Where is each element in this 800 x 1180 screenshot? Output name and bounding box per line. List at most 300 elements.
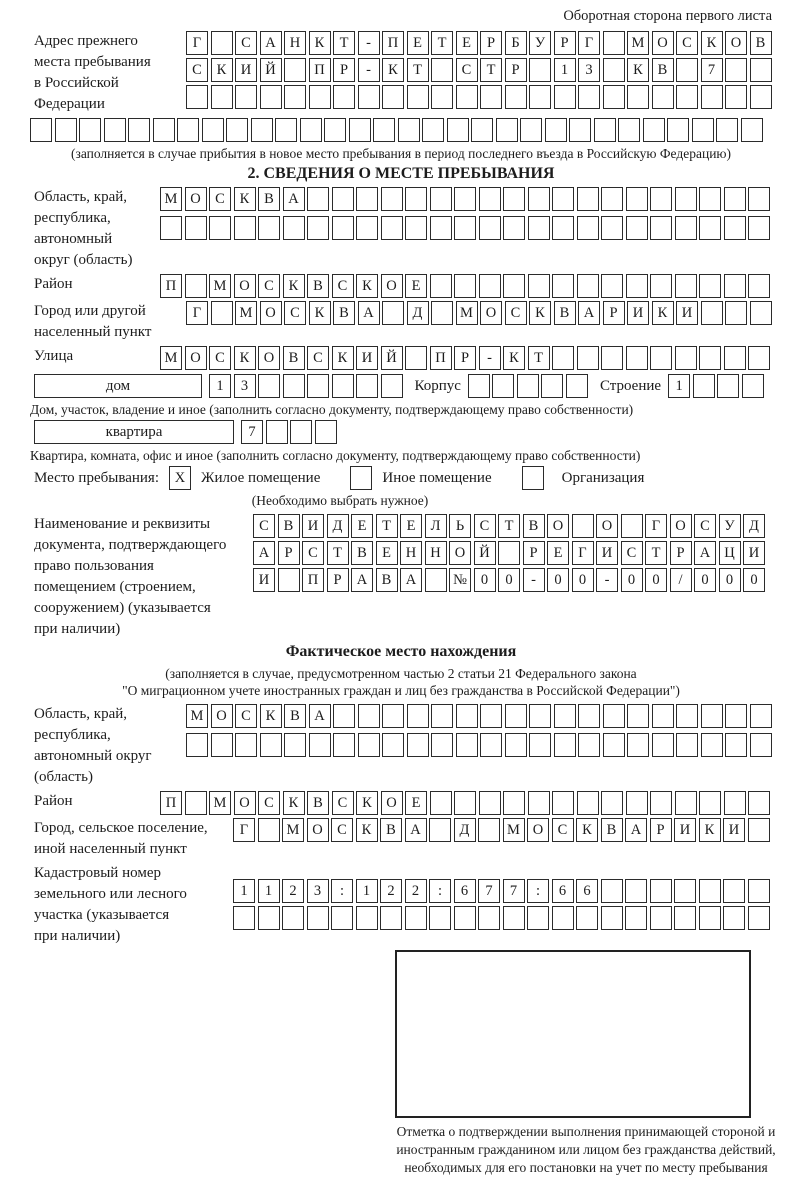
char-cell[interactable]	[601, 791, 623, 815]
char-cell[interactable]: Е	[456, 31, 478, 55]
char-cell[interactable]: А	[358, 301, 380, 325]
char-cell[interactable]	[251, 118, 273, 142]
char-cell[interactable]: П	[309, 58, 331, 82]
char-cell[interactable]	[398, 118, 420, 142]
char-cell[interactable]	[750, 85, 772, 109]
char-cell[interactable]: В	[333, 301, 355, 325]
char-cell[interactable]	[603, 85, 625, 109]
char-cell[interactable]	[479, 274, 501, 298]
char-cell[interactable]	[104, 118, 126, 142]
char-cell[interactable]: О	[185, 346, 207, 370]
char-cell[interactable]	[652, 733, 674, 757]
char-cell[interactable]	[601, 906, 623, 930]
char-cell[interactable]: Т	[528, 346, 550, 370]
char-cell[interactable]	[748, 906, 770, 930]
char-cell[interactable]	[479, 791, 501, 815]
char-cell[interactable]	[545, 118, 567, 142]
char-cell[interactable]: М	[456, 301, 478, 325]
char-cell[interactable]	[260, 733, 282, 757]
char-cell[interactable]	[748, 216, 770, 240]
char-cell[interactable]: -	[596, 568, 618, 592]
char-cell[interactable]: К	[529, 301, 551, 325]
char-cell[interactable]	[724, 274, 746, 298]
char-cell[interactable]: М	[235, 301, 257, 325]
char-cell[interactable]	[332, 187, 354, 211]
char-cell[interactable]	[603, 733, 625, 757]
char-cell[interactable]	[505, 85, 527, 109]
char-cell[interactable]	[724, 791, 746, 815]
char-cell[interactable]: О	[725, 31, 747, 55]
char-cell[interactable]	[748, 274, 770, 298]
char-cell[interactable]: Р	[603, 301, 625, 325]
char-cell[interactable]	[381, 374, 403, 398]
char-cell[interactable]	[160, 216, 182, 240]
char-cell[interactable]: В	[307, 274, 329, 298]
char-cell[interactable]: П	[160, 791, 182, 815]
char-cell[interactable]: С	[621, 541, 643, 565]
char-cell[interactable]	[578, 704, 600, 728]
char-cell[interactable]	[503, 187, 525, 211]
char-cell[interactable]	[692, 118, 714, 142]
char-cell[interactable]	[601, 274, 623, 298]
char-cell[interactable]	[235, 733, 257, 757]
char-cell[interactable]: В	[376, 568, 398, 592]
char-cell[interactable]	[431, 704, 453, 728]
char-cell[interactable]	[407, 733, 429, 757]
char-cell[interactable]	[382, 733, 404, 757]
char-cell[interactable]	[674, 879, 696, 903]
char-cell[interactable]: О	[596, 514, 618, 538]
char-cell[interactable]	[211, 31, 233, 55]
char-cell[interactable]	[675, 216, 697, 240]
char-cell[interactable]	[430, 187, 452, 211]
char-cell[interactable]	[554, 704, 576, 728]
char-cell[interactable]: Г	[186, 301, 208, 325]
char-cell[interactable]	[505, 733, 527, 757]
char-cell[interactable]	[30, 118, 52, 142]
char-cell[interactable]: А	[309, 704, 331, 728]
char-cell[interactable]: В	[258, 187, 280, 211]
char-cell[interactable]	[456, 85, 478, 109]
char-cell[interactable]: К	[234, 187, 256, 211]
char-cell[interactable]	[177, 118, 199, 142]
char-cell[interactable]: Т	[431, 31, 453, 55]
char-cell[interactable]	[699, 906, 721, 930]
char-cell[interactable]	[742, 374, 764, 398]
char-cell[interactable]: К	[652, 301, 674, 325]
char-cell[interactable]: С	[302, 541, 324, 565]
char-cell[interactable]	[153, 118, 175, 142]
char-cell[interactable]: С	[676, 31, 698, 55]
char-cell[interactable]: К	[332, 346, 354, 370]
char-cell[interactable]	[750, 58, 772, 82]
char-cell[interactable]: -	[358, 31, 380, 55]
char-cell[interactable]: П	[302, 568, 324, 592]
char-cell[interactable]	[447, 118, 469, 142]
char-cell[interactable]	[676, 85, 698, 109]
char-cell[interactable]	[405, 216, 427, 240]
char-cell[interactable]	[235, 85, 257, 109]
char-cell[interactable]	[307, 216, 329, 240]
char-cell[interactable]	[283, 374, 305, 398]
char-cell[interactable]	[601, 216, 623, 240]
char-cell[interactable]	[578, 85, 600, 109]
char-cell[interactable]: Н	[284, 31, 306, 55]
char-cell[interactable]	[471, 118, 493, 142]
char-cell[interactable]	[601, 187, 623, 211]
char-cell[interactable]: М	[209, 791, 231, 815]
char-cell[interactable]	[676, 58, 698, 82]
char-cell[interactable]	[529, 704, 551, 728]
char-cell[interactable]	[566, 374, 588, 398]
char-cell[interactable]: Б	[505, 31, 527, 55]
char-cell[interactable]	[667, 118, 689, 142]
char-cell[interactable]: К	[576, 818, 598, 842]
char-cell[interactable]: Е	[376, 541, 398, 565]
char-cell[interactable]: Й	[474, 541, 496, 565]
char-cell[interactable]: С	[284, 301, 306, 325]
char-cell[interactable]: С	[331, 818, 353, 842]
char-cell[interactable]	[382, 85, 404, 109]
char-cell[interactable]	[405, 346, 427, 370]
char-cell[interactable]	[650, 187, 672, 211]
char-cell[interactable]	[405, 906, 427, 930]
char-cell[interactable]: 2	[405, 879, 427, 903]
char-cell[interactable]: И	[676, 301, 698, 325]
char-cell[interactable]: 6	[454, 879, 476, 903]
char-cell[interactable]: 1	[554, 58, 576, 82]
char-cell[interactable]: Д	[454, 818, 476, 842]
char-cell[interactable]: С	[253, 514, 275, 538]
char-cell[interactable]	[625, 906, 647, 930]
char-cell[interactable]	[284, 58, 306, 82]
char-cell[interactable]: Д	[327, 514, 349, 538]
char-cell[interactable]	[211, 301, 233, 325]
char-cell[interactable]: Р	[327, 568, 349, 592]
char-cell[interactable]	[358, 733, 380, 757]
char-cell[interactable]: У	[529, 31, 551, 55]
char-cell[interactable]	[456, 733, 478, 757]
char-cell[interactable]: О	[449, 541, 471, 565]
char-cell[interactable]	[650, 346, 672, 370]
char-cell[interactable]: К	[283, 274, 305, 298]
char-cell[interactable]	[577, 791, 599, 815]
char-cell[interactable]: С	[258, 274, 280, 298]
char-cell[interactable]: А	[253, 541, 275, 565]
char-cell[interactable]	[701, 704, 723, 728]
char-cell[interactable]: 7	[241, 420, 263, 444]
char-cell[interactable]	[226, 118, 248, 142]
char-cell[interactable]: Т	[376, 514, 398, 538]
char-cell[interactable]: С	[474, 514, 496, 538]
char-cell[interactable]	[307, 906, 329, 930]
char-cell[interactable]	[652, 704, 674, 728]
char-cell[interactable]	[503, 791, 525, 815]
char-cell[interactable]: Р	[650, 818, 672, 842]
char-cell[interactable]: П	[382, 31, 404, 55]
char-cell[interactable]: Т	[645, 541, 667, 565]
char-cell[interactable]: 0	[474, 568, 496, 592]
char-cell[interactable]: Ь	[449, 514, 471, 538]
char-cell[interactable]: С	[694, 514, 716, 538]
char-cell[interactable]	[699, 274, 721, 298]
char-cell[interactable]: С	[258, 791, 280, 815]
char-cell[interactable]	[723, 906, 745, 930]
char-cell[interactable]: В	[380, 818, 402, 842]
char-cell[interactable]	[675, 187, 697, 211]
char-cell[interactable]: О	[381, 791, 403, 815]
char-cell[interactable]: 0	[694, 568, 716, 592]
char-cell[interactable]	[290, 420, 312, 444]
char-cell[interactable]: Р	[670, 541, 692, 565]
char-cell[interactable]: Р	[523, 541, 545, 565]
char-cell[interactable]: Е	[547, 541, 569, 565]
char-cell[interactable]: О	[234, 791, 256, 815]
char-cell[interactable]	[382, 704, 404, 728]
char-cell[interactable]	[748, 346, 770, 370]
char-cell[interactable]: А	[578, 301, 600, 325]
char-cell[interactable]	[701, 85, 723, 109]
char-cell[interactable]	[569, 118, 591, 142]
char-cell[interactable]: 0	[743, 568, 765, 592]
char-cell[interactable]	[675, 274, 697, 298]
char-cell[interactable]: С	[332, 274, 354, 298]
char-cell[interactable]	[284, 733, 306, 757]
char-cell[interactable]	[503, 216, 525, 240]
char-cell[interactable]: Р	[505, 58, 527, 82]
char-cell[interactable]	[333, 733, 355, 757]
char-cell[interactable]	[676, 733, 698, 757]
char-cell[interactable]	[454, 791, 476, 815]
char-cell[interactable]	[380, 906, 402, 930]
char-cell[interactable]	[258, 818, 280, 842]
char-cell[interactable]	[503, 906, 525, 930]
char-cell[interactable]	[577, 346, 599, 370]
char-cell[interactable]: Р	[554, 31, 576, 55]
char-cell[interactable]	[422, 118, 444, 142]
char-cell[interactable]	[405, 187, 427, 211]
char-cell[interactable]: №	[449, 568, 471, 592]
char-cell[interactable]	[650, 216, 672, 240]
char-cell[interactable]: Г	[186, 31, 208, 55]
char-cell[interactable]: М	[627, 31, 649, 55]
char-cell[interactable]: Т	[327, 541, 349, 565]
char-cell[interactable]: М	[503, 818, 525, 842]
char-cell[interactable]: 1	[258, 879, 280, 903]
char-cell[interactable]: О	[670, 514, 692, 538]
char-cell[interactable]: К	[699, 818, 721, 842]
char-cell[interactable]: Н	[400, 541, 422, 565]
char-cell[interactable]: К	[234, 346, 256, 370]
char-cell[interactable]	[260, 85, 282, 109]
char-cell[interactable]	[278, 568, 300, 592]
char-cell[interactable]	[650, 791, 672, 815]
char-cell[interactable]	[332, 216, 354, 240]
char-cell[interactable]: Е	[400, 514, 422, 538]
char-cell[interactable]: И	[253, 568, 275, 592]
char-cell[interactable]	[578, 733, 600, 757]
char-cell[interactable]	[693, 374, 715, 398]
char-cell[interactable]	[356, 374, 378, 398]
char-cell[interactable]	[576, 906, 598, 930]
char-cell[interactable]: Т	[498, 514, 520, 538]
char-cell[interactable]: И	[356, 346, 378, 370]
char-cell[interactable]	[454, 906, 476, 930]
char-cell[interactable]	[496, 118, 518, 142]
char-cell[interactable]	[626, 216, 648, 240]
char-cell[interactable]	[601, 346, 623, 370]
char-cell[interactable]	[748, 187, 770, 211]
char-cell[interactable]	[128, 118, 150, 142]
char-cell[interactable]: Н	[425, 541, 447, 565]
char-cell[interactable]: 2	[380, 879, 402, 903]
char-cell[interactable]: М	[160, 346, 182, 370]
char-cell[interactable]: 3	[307, 879, 329, 903]
char-cell[interactable]	[527, 906, 549, 930]
char-cell[interactable]: В	[750, 31, 772, 55]
char-cell[interactable]	[621, 514, 643, 538]
char-cell[interactable]	[333, 85, 355, 109]
char-cell[interactable]	[603, 704, 625, 728]
char-cell[interactable]	[618, 118, 640, 142]
char-cell[interactable]	[603, 58, 625, 82]
char-cell[interactable]: А	[351, 568, 373, 592]
char-cell[interactable]	[356, 906, 378, 930]
char-cell[interactable]	[528, 187, 550, 211]
char-cell[interactable]	[750, 704, 772, 728]
char-cell[interactable]	[332, 374, 354, 398]
char-cell[interactable]	[186, 733, 208, 757]
char-cell[interactable]	[430, 216, 452, 240]
char-cell[interactable]: А	[625, 818, 647, 842]
char-cell[interactable]	[528, 274, 550, 298]
char-cell[interactable]: В	[351, 541, 373, 565]
char-cell[interactable]	[454, 187, 476, 211]
char-cell[interactable]: С	[209, 187, 231, 211]
char-cell[interactable]	[505, 704, 527, 728]
char-cell[interactable]	[627, 85, 649, 109]
char-cell[interactable]	[725, 85, 747, 109]
char-cell[interactable]	[315, 420, 337, 444]
char-cell[interactable]	[750, 301, 772, 325]
char-cell[interactable]: 6	[576, 879, 598, 903]
char-cell[interactable]	[300, 118, 322, 142]
char-cell[interactable]: К	[627, 58, 649, 82]
char-cell[interactable]: И	[302, 514, 324, 538]
char-cell[interactable]: Т	[407, 58, 429, 82]
char-cell[interactable]: Е	[405, 274, 427, 298]
char-cell[interactable]	[552, 906, 574, 930]
char-cell[interactable]: В	[278, 514, 300, 538]
char-cell[interactable]	[626, 187, 648, 211]
char-cell[interactable]: И	[235, 58, 257, 82]
char-cell[interactable]	[723, 879, 745, 903]
char-cell[interactable]: -	[479, 346, 501, 370]
char-cell[interactable]: 1	[233, 879, 255, 903]
char-cell[interactable]: И	[723, 818, 745, 842]
char-cell[interactable]: О	[234, 274, 256, 298]
char-cell[interactable]	[748, 791, 770, 815]
char-cell[interactable]	[358, 704, 380, 728]
char-cell[interactable]: К	[283, 791, 305, 815]
char-cell[interactable]	[699, 187, 721, 211]
char-cell[interactable]	[528, 216, 550, 240]
char-cell[interactable]	[675, 346, 697, 370]
char-cell[interactable]	[307, 187, 329, 211]
char-cell[interactable]	[627, 733, 649, 757]
char-cell[interactable]: И	[627, 301, 649, 325]
char-cell[interactable]: 7	[701, 58, 723, 82]
char-cell[interactable]: 0	[719, 568, 741, 592]
char-cell[interactable]	[258, 906, 280, 930]
char-cell[interactable]: /	[670, 568, 692, 592]
char-cell[interactable]: Л	[425, 514, 447, 538]
char-cell[interactable]: И	[596, 541, 618, 565]
char-cell[interactable]	[381, 216, 403, 240]
char-cell[interactable]	[456, 704, 478, 728]
char-cell[interactable]: О	[211, 704, 233, 728]
char-cell[interactable]	[234, 216, 256, 240]
char-cell[interactable]	[699, 879, 721, 903]
char-cell[interactable]	[724, 346, 746, 370]
char-cell[interactable]	[454, 274, 476, 298]
char-cell[interactable]	[479, 187, 501, 211]
char-cell[interactable]	[650, 274, 672, 298]
char-cell[interactable]	[725, 733, 747, 757]
char-cell[interactable]: А	[283, 187, 305, 211]
char-cell[interactable]	[554, 733, 576, 757]
char-cell[interactable]: Г	[578, 31, 600, 55]
char-cell[interactable]	[429, 818, 451, 842]
char-cell[interactable]	[724, 216, 746, 240]
char-cell[interactable]: В	[652, 58, 674, 82]
char-cell[interactable]	[480, 704, 502, 728]
char-cell[interactable]: К	[260, 704, 282, 728]
char-cell[interactable]: Й	[381, 346, 403, 370]
checkbox-inoe[interactable]	[350, 466, 372, 490]
char-cell[interactable]	[202, 118, 224, 142]
char-cell[interactable]: И	[674, 818, 696, 842]
char-cell[interactable]: С	[456, 58, 478, 82]
char-cell[interactable]	[626, 791, 648, 815]
char-cell[interactable]	[625, 879, 647, 903]
char-cell[interactable]: К	[356, 818, 378, 842]
char-cell[interactable]	[431, 733, 453, 757]
char-cell[interactable]	[431, 58, 453, 82]
char-cell[interactable]	[233, 906, 255, 930]
char-cell[interactable]: 0	[547, 568, 569, 592]
char-cell[interactable]	[209, 216, 231, 240]
char-cell[interactable]: О	[547, 514, 569, 538]
char-cell[interactable]	[701, 733, 723, 757]
char-cell[interactable]	[480, 733, 502, 757]
char-cell[interactable]: О	[307, 818, 329, 842]
char-cell[interactable]	[478, 818, 500, 842]
char-cell[interactable]: А	[405, 818, 427, 842]
char-cell[interactable]: О	[260, 301, 282, 325]
char-cell[interactable]	[425, 568, 447, 592]
char-cell[interactable]	[699, 346, 721, 370]
char-cell[interactable]	[626, 274, 648, 298]
char-cell[interactable]	[480, 85, 502, 109]
char-cell[interactable]: Т	[480, 58, 502, 82]
char-cell[interactable]	[699, 791, 721, 815]
char-cell[interactable]	[331, 906, 353, 930]
char-cell[interactable]	[725, 58, 747, 82]
char-cell[interactable]	[429, 906, 451, 930]
char-cell[interactable]: П	[430, 346, 452, 370]
char-cell[interactable]	[643, 118, 665, 142]
